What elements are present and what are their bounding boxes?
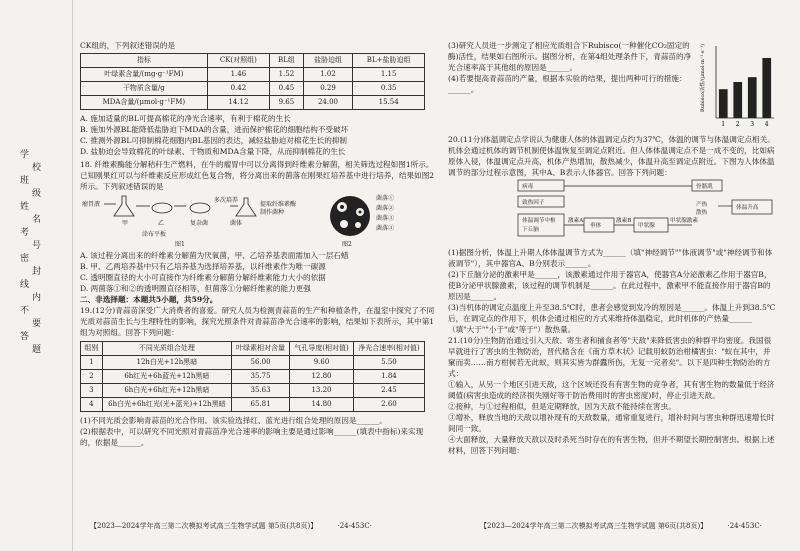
colony-3 xyxy=(340,220,348,228)
fig1-label: 菌体 xyxy=(230,220,243,227)
table-header-cell: BL+盐胁迫组 xyxy=(353,54,425,68)
binding-char: 校 xyxy=(32,163,42,173)
q17-option-a: A. 施加适量的BL可提高棉花的净光合速率，有利于棉花的生长 xyxy=(80,114,291,123)
table-cell: 1 xyxy=(81,356,103,370)
binding-char: 姓 xyxy=(20,202,30,212)
table-cell: 56.00 xyxy=(231,356,289,370)
fig1-label: 提取纤维素酶 xyxy=(260,201,297,208)
x-tick-label: 3 xyxy=(750,121,755,128)
table-cell: 14.12 xyxy=(207,96,269,110)
footer-text: 【2023—2024学年高三第二次模拟考试高三生物学试题 第6页(共8页)】 xyxy=(480,522,708,530)
table-cell: 0.45 xyxy=(270,82,304,96)
q19-sub-1: (1)不同光质会影响青蒜苗的光合作用。该实验选择红、蓝光进行组合处理的原因是______。 xyxy=(80,416,387,425)
diagram-label: 下丘脑 xyxy=(522,227,539,233)
bar-4 xyxy=(763,58,772,118)
table-header xyxy=(81,342,425,356)
binding-char: 学 xyxy=(20,150,30,160)
table-cell: 14.80 xyxy=(290,398,354,412)
q20-sub-2: (2)下丘脑分泌的激素甲是______，该激素通过作用于器官A，使器官A分泌激素乙作用于器官B，使B分泌甲状腺激素，该过程的调节机制是______。在此过程中，激素甲不能直接作用于器官B的原因是______。 xyxy=(448,270,772,301)
q17-option-c: C. 推测外源BL可抑制棉花细胞内BL基因的表达，减轻盐胁迫对棉花生长的抑制 xyxy=(80,136,348,145)
q19-sub-4: (4)若要提高青蒜苗的产量，根据本实验的结果，提出两种可行的措施：______。 xyxy=(448,74,687,94)
diagram-label: 骨骼肌 xyxy=(696,184,713,190)
q17-option-b: B. 施加外源BL能降低盐胁迫下MDA的含量，进而保护棉花的细胞结构不受破坏 xyxy=(80,125,349,134)
footer-right xyxy=(480,521,762,531)
binding-char: 密 xyxy=(20,254,30,264)
binding-char: 要 xyxy=(32,319,42,329)
table-cell: 9.60 xyxy=(290,356,354,370)
colony-2-core xyxy=(359,211,362,214)
table-cell: 6h白光+6h红光+12h黑暗 xyxy=(102,384,231,398)
table-cell: 干物质含量/g xyxy=(81,82,208,96)
table-cell: 叶绿素含量/(mg·g⁻¹FM) xyxy=(81,68,208,82)
q17-table xyxy=(80,53,425,110)
figure-2 xyxy=(330,194,394,248)
binding-char: 不 xyxy=(20,306,30,316)
table-header-cell: 净光合速率(相对值) xyxy=(353,342,424,356)
table-header-cell: 气孔导度(相对值) xyxy=(290,342,354,356)
table-row xyxy=(81,384,425,398)
diagram-label: 垂体 xyxy=(590,223,602,229)
diagram-nodes xyxy=(518,180,772,236)
diagram-label: 体温升高 xyxy=(736,205,759,211)
table-cell: 0.29 xyxy=(303,82,353,96)
table-cell: 1.15 xyxy=(353,68,425,82)
fig2-caption: 图2 xyxy=(342,241,352,248)
fig1-label: 涂布平板 xyxy=(142,231,167,238)
q20-sub-1: (1)据图分析，体温上升期人体体温调节方式为______（填"神经调节""体液调节"或"神经调节和体液调节"），其中器官A、B分别表示______。 xyxy=(448,248,773,268)
diagram-label: 体温调节中枢 xyxy=(522,218,556,224)
colony-4 xyxy=(355,222,361,228)
table-cell: 1.84 xyxy=(353,370,424,384)
table-row xyxy=(81,82,425,96)
binding-char: 线 xyxy=(20,280,30,290)
diagram-label: 激素B xyxy=(616,218,632,224)
bar-3 xyxy=(748,77,757,118)
y-axis-label: Rubisco活性/(μmol·m⁻²·s⁻¹) xyxy=(700,43,707,112)
binding-char: 号 xyxy=(32,241,42,251)
right-column xyxy=(448,40,778,456)
colony-1-core xyxy=(340,205,344,209)
table-row xyxy=(81,96,425,110)
fig1-caption: 图1 xyxy=(175,241,185,248)
binding-char: 答 xyxy=(20,332,30,342)
table-cell: 24.00 xyxy=(303,96,353,110)
diagram-label: 激素A xyxy=(568,218,584,224)
table-cell: 2.60 xyxy=(353,398,424,412)
diagram-label: 致热因子 xyxy=(522,200,545,206)
table-cell: 3 xyxy=(81,384,103,398)
table-cell: 4 xyxy=(81,398,103,412)
diagram-label: 病毒 xyxy=(522,184,534,190)
q17-option-d: D. 盐胁迫会导致棉花的叶绿素、干物质和MDA含量下降，从而抑制棉花的生长 xyxy=(80,147,346,156)
q19-stem: 19.(12分)青蒜苗深受广大消费者的喜爱。研究人员为检测青蒜苗的生产和种植条件，在温室中探究了不同光质对蒜苗生长与生理特性的影响，探究光照条件对青蒜苗净光合速率的影响，结果如下表所示，其中第1组为对照组。回答下列问题： xyxy=(80,306,435,337)
table-cell: 0.42 xyxy=(207,82,269,96)
petri-plate xyxy=(330,196,370,236)
q19-sub-2: (2)根据表中，可以研究不同光照对青蒜苗净光合速率的影响主要是通过影响______(填表中指标)来实现的，依据是______。 xyxy=(80,427,424,447)
fig1-label: 制作菌种 xyxy=(260,209,285,216)
table-header-cell: 组别 xyxy=(81,342,103,356)
q20-sub-3: (3)当机体的调定点温度上升至38.5℃时，患者会感觉到发冷的原因是______。体温上升到38.5℃后，在调定点的作用下，机体会通过相应的方式来维持体温稳定，此时机体的产热量______（填"大于""小于"或"等于"）散热量。 xyxy=(448,303,776,334)
table-cell: 0.35 xyxy=(353,82,425,96)
binding-char: 封 xyxy=(32,267,42,277)
table-cell: 35.63 xyxy=(231,384,289,398)
fig1-label: 甲 xyxy=(122,220,129,227)
fig2-label: 菌落④ xyxy=(376,225,395,232)
q18-option-a: A. 该过程分离出来的纤维素分解菌为厌氧菌，甲、乙培养基表面需加入一层石蜡 xyxy=(80,251,349,260)
thermoregulation-diagram xyxy=(448,178,778,244)
table-cell: 6h白光+6h红光(光+蓝光)+12h黑暗 xyxy=(102,398,231,412)
left-column xyxy=(80,40,435,448)
q18-option-c: C. 透明圈直径的大小可直接作为纤维素分解菌分解纤维素能力大小的依据 xyxy=(80,273,326,282)
bar-1 xyxy=(719,89,728,118)
table-cell: 9.65 xyxy=(270,96,304,110)
diagram-label: 产热 xyxy=(696,202,708,208)
table-cell: 2.45 xyxy=(353,384,424,398)
binding-char: 名 xyxy=(32,215,42,225)
table-row xyxy=(81,68,425,82)
footer-code: ·24-453C· xyxy=(727,522,762,530)
q17-tail: CK组的，下列叙述错误的是 xyxy=(80,41,176,50)
q18-option-b: B. 甲、乙两培养基中只有乙培养基为选择培养基，以纤维素作为唯一碳源 xyxy=(80,262,326,271)
fig2-label: 菌落② xyxy=(376,205,395,212)
table-row xyxy=(81,370,425,384)
table-header-cell: 指标 xyxy=(81,54,208,68)
rubisco-bar-chart xyxy=(698,40,778,132)
binding-line xyxy=(72,0,73,551)
x-tick-label: 4 xyxy=(765,121,770,128)
q18-option-d: D. 两菌落①和②的透明圈直径相等，但菌落①分解纤维素的能力更强 xyxy=(80,284,311,293)
binding-char: 班 xyxy=(20,176,30,186)
petri-dish-icon xyxy=(190,203,210,213)
footer-left xyxy=(90,521,372,531)
table-cell: 12.80 xyxy=(290,370,354,384)
q21-item-4: ④大面释放，大量释放天敌以及时杀死当时存在的有害生物，但并不期望长期控制害虫。根据上述材料，回答下列问题： xyxy=(448,435,775,455)
table-cell: 1.52 xyxy=(270,68,304,82)
table-cell: 12h白光+12h黑暗 xyxy=(102,356,231,370)
x-tick-label: 2 xyxy=(736,121,741,128)
q21-item-1: ①输入，从另一个地区引进天敌，这个区域还没有有害生物的竞争者，其有害生物的数量低于经济阈值(病害虫造成的经济损失刚好等于防治费用时的害虫密度)时，停止引进天敌。 xyxy=(448,380,775,400)
table-cell: MDA含量/(μmol·g⁻¹FM) xyxy=(81,96,208,110)
binding-char: 级 xyxy=(32,189,42,199)
fig2-label: 菌落③ xyxy=(376,215,395,222)
table-header-cell: 叶绿素相对含量 xyxy=(231,342,289,356)
table-header-cell: 不同光质组合处理 xyxy=(102,342,231,356)
q20-stem: 20.(11分)体温调定点学说认为健康人体的体温调定点约为37℃，体温的调节与体温调定点相关。机体会通过机体的调节机制使体温恢复至调定点附近。但人体体温调定点不是一成不变的，比如病原体入侵，体温调定点升高，机体产热增加，散热减少，体温升高至调定点附近。下图为人体体温调节的部分过程示意图，其中A、B表示人体器官。回答下列问题： xyxy=(448,135,775,177)
binding-char: 题 xyxy=(32,345,42,355)
q18-figures xyxy=(80,192,435,250)
binding-char: 内 xyxy=(32,293,42,303)
table-row xyxy=(81,398,425,412)
figure-1 xyxy=(82,196,296,248)
footer-code: ·24-453C· xyxy=(337,522,372,530)
q21-item-2: ②接种，与①过程相似，但是定期释放，因为天敌不能持续在害虫。 xyxy=(448,402,676,411)
table-cell: 15.54 xyxy=(353,96,425,110)
q19-table xyxy=(80,341,425,412)
bar-2 xyxy=(734,82,743,118)
fig1-label: 多次培养 xyxy=(214,197,239,204)
q19-chart-row xyxy=(448,40,778,132)
table-cell: 65.81 xyxy=(231,398,289,412)
diagram-label: 甲状腺激素 xyxy=(670,218,698,224)
footer-text: 【2023—2024学年高三第二次模拟考试高三生物学试题 第5页(共8页)】 xyxy=(90,522,318,530)
fig1-label: 瘤胃液 xyxy=(82,201,101,208)
section-heading: 二、非选择题：本题共5小题，共59分。 xyxy=(80,295,218,304)
x-tick-label: 1 xyxy=(721,121,726,128)
table-header-cell: CK(对照组) xyxy=(207,54,269,68)
petri-dish-icon xyxy=(152,203,172,213)
q18-stem: 18. 纤维素酶能分解秸秆生产燃料，在牛的瘤胃中可以分离得到纤维素分解菌，相关筛选过程如图1所示。已知刚果红可以与纤维素反应形成红色复合物，将分离出来的菌落在刚果红培养基中进行培养，结果如图2所示。下列叙述错误的是 xyxy=(80,160,435,191)
table-header xyxy=(81,54,425,68)
table-cell: 1.02 xyxy=(303,68,353,82)
binding-char: 考 xyxy=(20,228,30,238)
table-cell: 35.75 xyxy=(231,370,289,384)
diagram-label: 甲状腺 xyxy=(638,223,655,229)
table-header-cell: 盐胁迫组 xyxy=(303,54,353,68)
table-header-cell: BL组 xyxy=(270,54,304,68)
diagram-label: 散热 xyxy=(696,210,708,216)
table-cell: 6h红光+6h蓝光+12h黑暗 xyxy=(102,370,231,384)
fig1-label: 乙 xyxy=(158,220,165,227)
q19-text-block xyxy=(448,40,696,132)
fig1-label: 复杂菌 xyxy=(190,220,209,227)
flask-icon xyxy=(114,196,134,216)
q19-sub-3: (3)研究人员进一步测定了相应光质组合下Rubisco(一种催化CO₂固定的酶)活性，结果如右图所示。据图分析，在第4组处理条件下，青蒜苗的净光合速率高于其他组的原因是______。 xyxy=(448,41,692,72)
table-cell: 2 xyxy=(81,370,103,384)
table-cell: 1.46 xyxy=(207,68,269,82)
fig2-label: 菌落① xyxy=(376,195,395,202)
table-cell: 13.20 xyxy=(290,384,354,398)
flask-icon xyxy=(236,198,256,216)
table-cell: 5.50 xyxy=(353,356,424,370)
table-row xyxy=(81,356,425,370)
q21-stem: 21.(10分)生物防治通过引入天敌、寄生者和捕食者等"天敌"来降低害虫的种群平均密度。我国很早就进行了害虫的生物防治，晋代嵇含在《南方草木状》记载用蚁防治柑橘害虫："蚁在其中，并窠而卖……南方柑树若无此蚁，则其实皆为群蠹所伤，无复一完者矣"。以下是四种生物防治的方式： xyxy=(448,336,772,378)
binding-margin xyxy=(18,150,58,370)
q21-item-3: ③增补，释放当地的天敌以增补现有的天敌数量，通常重复进行，增补时间与害虫种群迅速增长时间同一致。 xyxy=(448,413,775,433)
q18-figure-svg xyxy=(80,192,430,250)
